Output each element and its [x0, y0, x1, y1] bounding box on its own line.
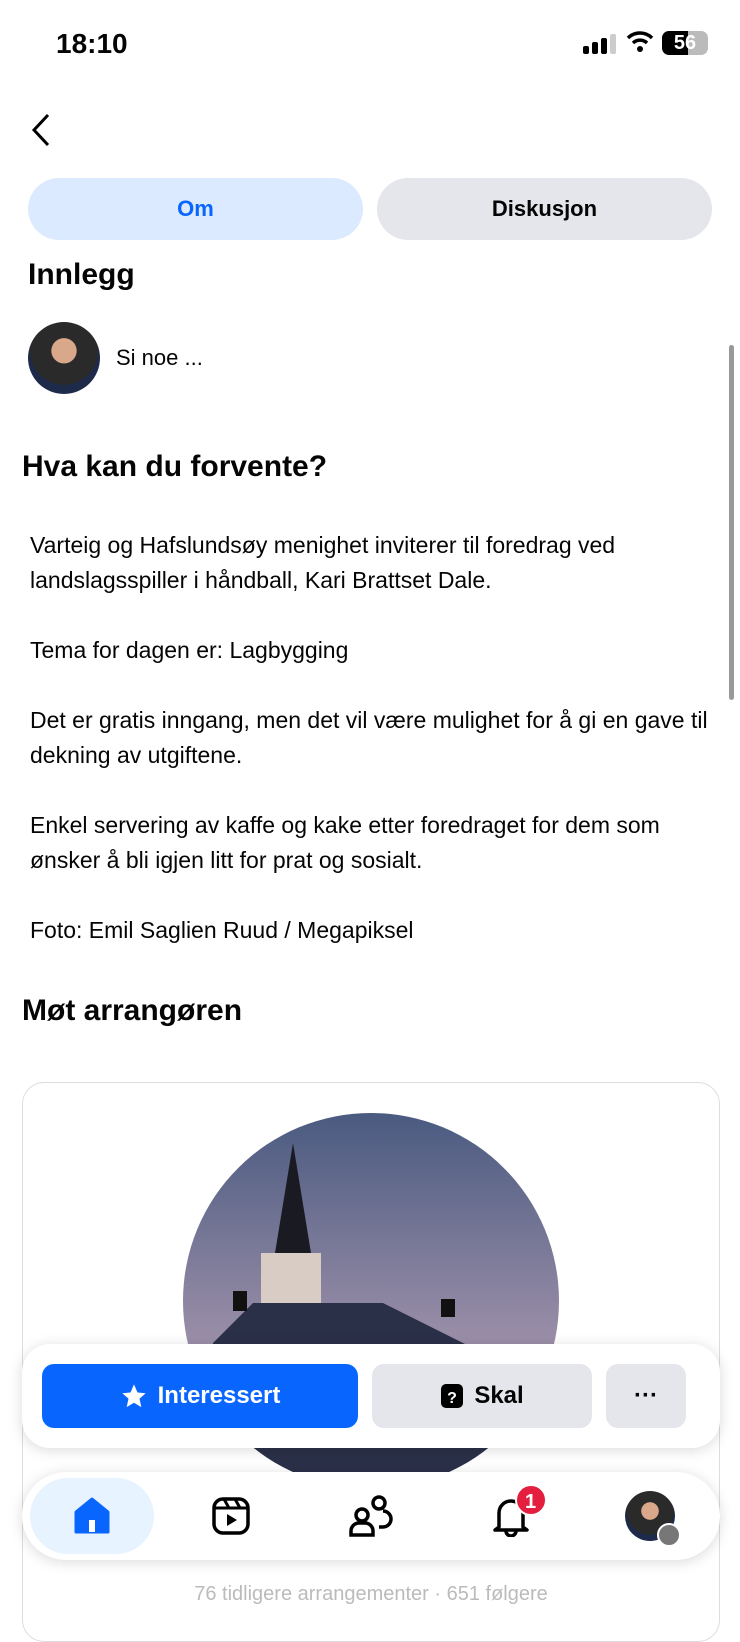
signal-icon [583, 34, 616, 54]
event-description [30, 528, 720, 983]
going-button[interactable] [372, 1364, 592, 1428]
clock: 18:10 [56, 28, 128, 59]
back-arrow-icon[interactable] [30, 112, 54, 148]
nav-friends[interactable] [309, 1478, 433, 1554]
description-paragraph: Varteig og Hafslundsøy menighet inviterer til foredrag ved landslagsspiller i håndball, Kari Brattset Dale. [30, 532, 616, 593]
svg-text:?: ? [447, 1390, 458, 1407]
status-bar [0, 0, 740, 90]
scrollbar[interactable] [729, 345, 734, 700]
avatar [625, 1491, 675, 1541]
avatar [28, 322, 100, 394]
posts-heading: Innlegg [28, 258, 135, 291]
nav-home[interactable] [30, 1478, 154, 1554]
photo-credit: Foto: Emil Saglien Ruud / Megapiksel [30, 917, 414, 943]
question-ticket-icon [440, 1383, 464, 1409]
interested-label: Interessert [157, 1382, 281, 1409]
description-paragraph: Enkel servering av kaffe og kake etter foredraget for dem som ønsker å bli igjen litt for prat og sosialt. [30, 812, 660, 873]
interested-button[interactable] [42, 1364, 358, 1428]
description-paragraph: Tema for dagen er: Lagbygging [30, 637, 349, 663]
tab-about[interactable]: Om [28, 178, 363, 240]
home-icon [72, 1496, 112, 1536]
battery-icon: 56 [662, 31, 708, 55]
organizer-heading: Møt arrangøren [22, 994, 243, 1027]
tab-discussion[interactable]: Diskusjon [377, 178, 712, 240]
video-icon [211, 1496, 251, 1536]
friends-icon [349, 1495, 393, 1537]
going-label: Skal [474, 1382, 524, 1409]
star-icon [120, 1382, 148, 1410]
action-bar [22, 1344, 720, 1448]
bottom-nav [22, 1472, 720, 1560]
notification-badge: 1 [515, 1484, 547, 1516]
nav-profile-menu[interactable] [588, 1478, 712, 1554]
tab-bar [28, 178, 712, 240]
post-composer[interactable] [28, 322, 203, 394]
organizer-stats: 76 tidligere arrangementer · 651 følgere [194, 1583, 548, 1605]
about-heading: Hva kan du forvente? [22, 450, 328, 483]
composer-placeholder: Si noe ... [116, 345, 203, 370]
menu-icon [657, 1523, 681, 1547]
nav-reels[interactable] [169, 1478, 293, 1554]
more-button[interactable]: ··· [606, 1364, 686, 1428]
nav-notifications[interactable] [449, 1478, 573, 1554]
description-paragraph: Det er gratis inngang, men det vil være mulighet for å gi en gave til dekning av utgiftene. [30, 707, 708, 768]
wifi-icon [626, 30, 654, 54]
